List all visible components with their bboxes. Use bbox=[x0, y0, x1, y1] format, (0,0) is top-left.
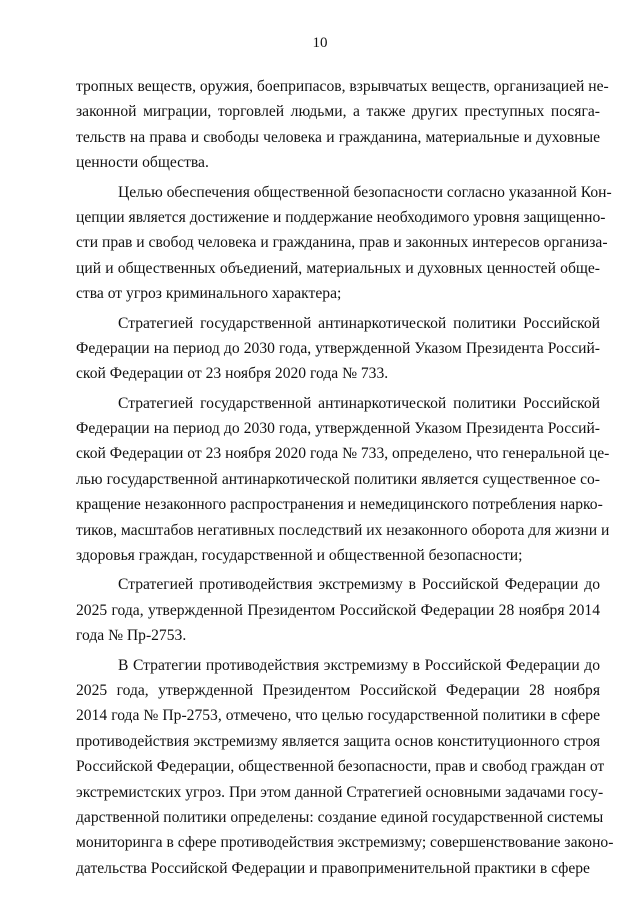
paragraph bbox=[76, 311, 600, 387]
paragraph bbox=[76, 391, 610, 569]
text-line: Стратегией государственной антинаркотической политики Российской bbox=[118, 314, 600, 332]
text-line: сти прав и свобод человека и гражданина, прав и законных интересов организа- bbox=[76, 234, 608, 252]
text-line: Стратегией государственной антинаркотической политики Российской bbox=[118, 394, 600, 412]
text-line: 2025 года, утвержденной Президентом Российской Федерации 28 ноября bbox=[76, 681, 600, 699]
text-line: Стратегией противодействия экстремизму в Российской Федерации до bbox=[118, 576, 600, 594]
paragraph bbox=[76, 74, 609, 176]
text-line: тельств на права и свободы человека и гражданина, материальные и духовные bbox=[76, 128, 600, 146]
text-line: тиков, масштабов негативных последствий их незаконного оборота для жизни и bbox=[76, 521, 610, 539]
text-line: лью государственной антинаркотической политики является существенное со- bbox=[76, 470, 600, 488]
text-line: ской Федерации от 23 ноября 2020 года № 733. bbox=[76, 365, 389, 383]
text-line: тропных веществ, оружия, боеприпасов, взрывчатых веществ, организацией не- bbox=[76, 78, 609, 95]
document-body bbox=[76, 74, 614, 885]
text-line: 2014 года № Пр-2753, отмечено, что целью государственной политики в сфере bbox=[76, 707, 600, 725]
text-line: ской Федерации от 23 ноября 2020 года № 733, определено, что генеральной це- bbox=[76, 445, 610, 463]
text-line: ства от угроз криминального характера; bbox=[76, 285, 342, 303]
text-line: экстремистских угроз. При этом данной Стратегией основными задачами госу- bbox=[76, 783, 604, 801]
text-line: Целью обеспечения общественной безопасности согласно указанной Кон- bbox=[118, 183, 612, 201]
text-line: ценности общества. bbox=[76, 154, 209, 172]
text-line: В Стратегии противодействия экстремизму в Российской Федерации до bbox=[118, 656, 600, 674]
text-line: здоровья граждан, государственной и общественной безопасности; bbox=[76, 547, 523, 565]
text-line: дарственной политики определены: создание единой государственной системы bbox=[76, 808, 604, 826]
text-line: ций и общественных объедиений, материальных и духовных ценностей обще- bbox=[76, 259, 600, 277]
text-line: кращение незаконного распространения и немедицинского потребления нарко- bbox=[76, 496, 603, 514]
paragraph bbox=[76, 180, 612, 307]
paragraph bbox=[76, 653, 614, 882]
text-line: дательства Российской Федерации и правоприменительной практики в сфере bbox=[76, 859, 590, 877]
text-line: года № Пр-2753. bbox=[76, 627, 187, 645]
page-number: 10 bbox=[312, 35, 328, 51]
text-line: Федерации на период до 2030 года, утвержденной Указом Президента Россий- bbox=[76, 339, 600, 357]
text-line: цепции является достижение и поддержание необходимого уровня защищенно- bbox=[76, 208, 606, 226]
text-line: мониторинга в сфере противодействия экстремизму; совершенствование законо- bbox=[76, 834, 614, 852]
paragraph bbox=[76, 572, 600, 648]
text-line: Российской Федерации, общественной безопасности, прав и свобод граждан от bbox=[76, 758, 605, 776]
text-line: противодействия экстремизму является защита основ конституционного строя bbox=[76, 732, 600, 750]
text-line: Федерации на период до 2030 года, утвержденной Указом Президента Россий- bbox=[76, 420, 600, 438]
text-line: 2025 года, утвержденной Президентом Российской Федерации 28 ноября 2014 bbox=[76, 601, 600, 619]
text-line: законной миграции, торговлей людьми, а также других преступных посяга- bbox=[76, 103, 600, 121]
